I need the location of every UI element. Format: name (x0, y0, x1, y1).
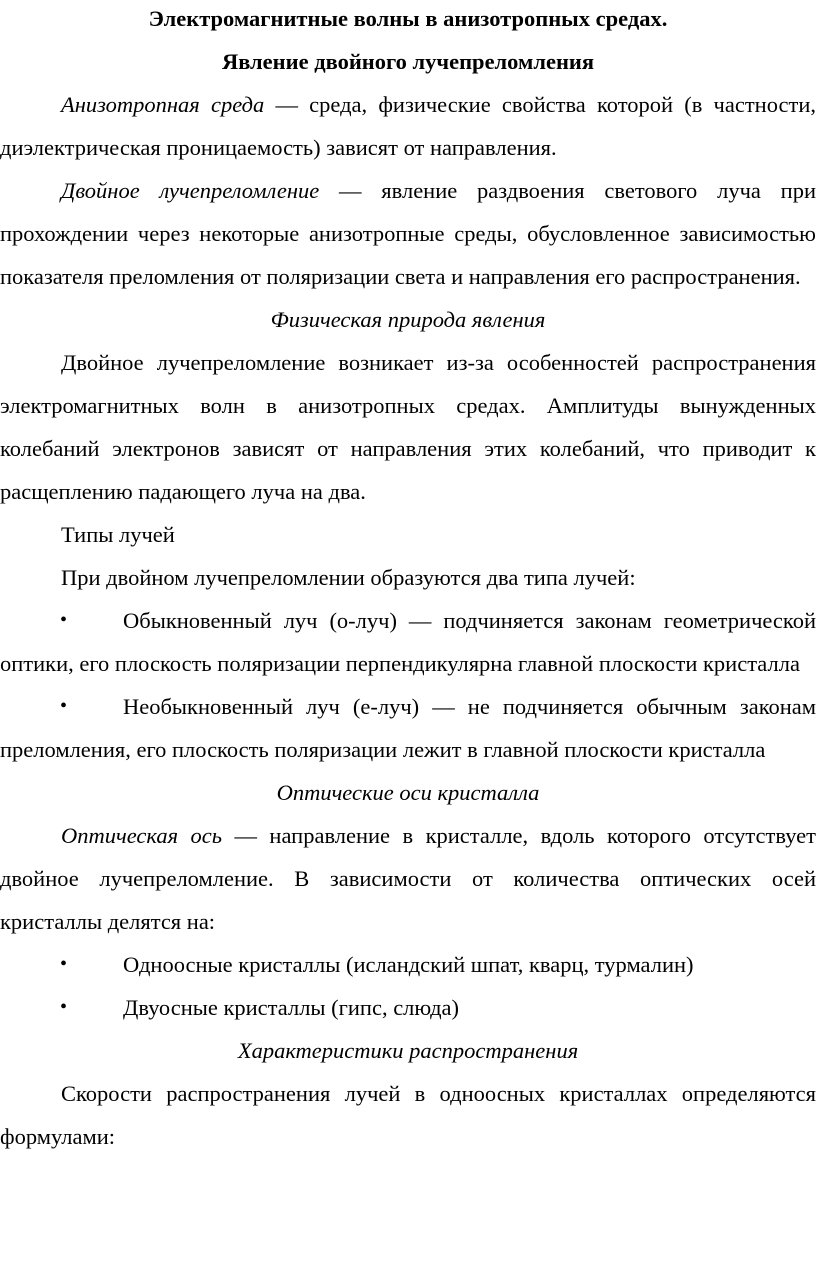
definition-birefringence: — явление раздвоения светового луча при прохождении через некоторые анизотропные среды, обусловленное зависимостью показателя преломления от поляризации света и направления его распространения. (0, 178, 816, 289)
paragraph-anisotropic-medium (0, 83, 816, 169)
paragraph-ray-types: Типы лучей (61, 522, 175, 547)
bullet-icon: • (60, 609, 68, 631)
list-item-extraordinary-ray (0, 685, 816, 771)
bullet-icon: • (60, 996, 68, 1018)
term-optical-axis: Оптическая ось (61, 823, 223, 848)
definition-anisotropic-medium: — среда, физические свойства которой (в частности, диэлектрическая проницаемость) зависят от направления. (0, 92, 816, 160)
paragraph-velocities: Скорости распространения лучей в одноосных кристаллах определяются формулами: (0, 1081, 816, 1149)
list-item-text: Одноосные кристаллы (исландский шпат, кварц, турмалин) (123, 952, 694, 977)
paragraph-birefringence (0, 169, 816, 298)
bullet-icon: • (60, 695, 68, 717)
paragraph-ray-types-intro: При двойном лучепреломлении образуются два типа лучей: (61, 565, 636, 590)
definition-optical-axis: — направление в кристалле, вдоль которого отсутствует двойное лучепреломление. В зависимости от количества оптических осей кристаллы делятся на: (0, 823, 816, 934)
list-item-biaxial (0, 986, 816, 1029)
heading-optical-axes: Оптические оси кристалла (276, 780, 540, 805)
paragraph-physical-nature: Двойное лучепреломление возникает из-за особенностей распространения электромагнитных волн в анизотропных средах. Амплитуды вынужденных колебаний электронов зависят от направления этих колебаний, что приводит к расщеплению падающего луча на два. (0, 350, 816, 504)
heading-propagation: Характеристики распространения (237, 1038, 579, 1063)
list-item-text: Обыкновенный луч (о-луч) — подчиняется законам геометрической оптики, его плоскость поляризации перпендикулярна главной плоскости кристалла (0, 608, 816, 676)
document-subtitle: Явление двойного лучепреломления (221, 49, 595, 74)
paragraph-optical-axis (0, 814, 816, 943)
term-anisotropic-medium: Анизотропная среда (61, 92, 265, 117)
document-title: Электромагнитные волны в анизотропных средах. (148, 6, 668, 31)
term-birefringence: Двойное лучепреломление (61, 178, 320, 203)
list-item-uniaxial (0, 943, 816, 986)
list-item-text: Двуосные кристаллы (гипс, слюда) (123, 995, 460, 1020)
list-item-text: Необыкновенный луч (е-луч) — не подчиняется обычным законам преломления, его плоскость поляризации лежит в главной плоскости кристалла (0, 694, 816, 762)
list-item-ordinary-ray (0, 599, 816, 685)
heading-physical-nature: Физическая природа явления (270, 307, 546, 332)
bullet-icon: • (60, 953, 68, 975)
